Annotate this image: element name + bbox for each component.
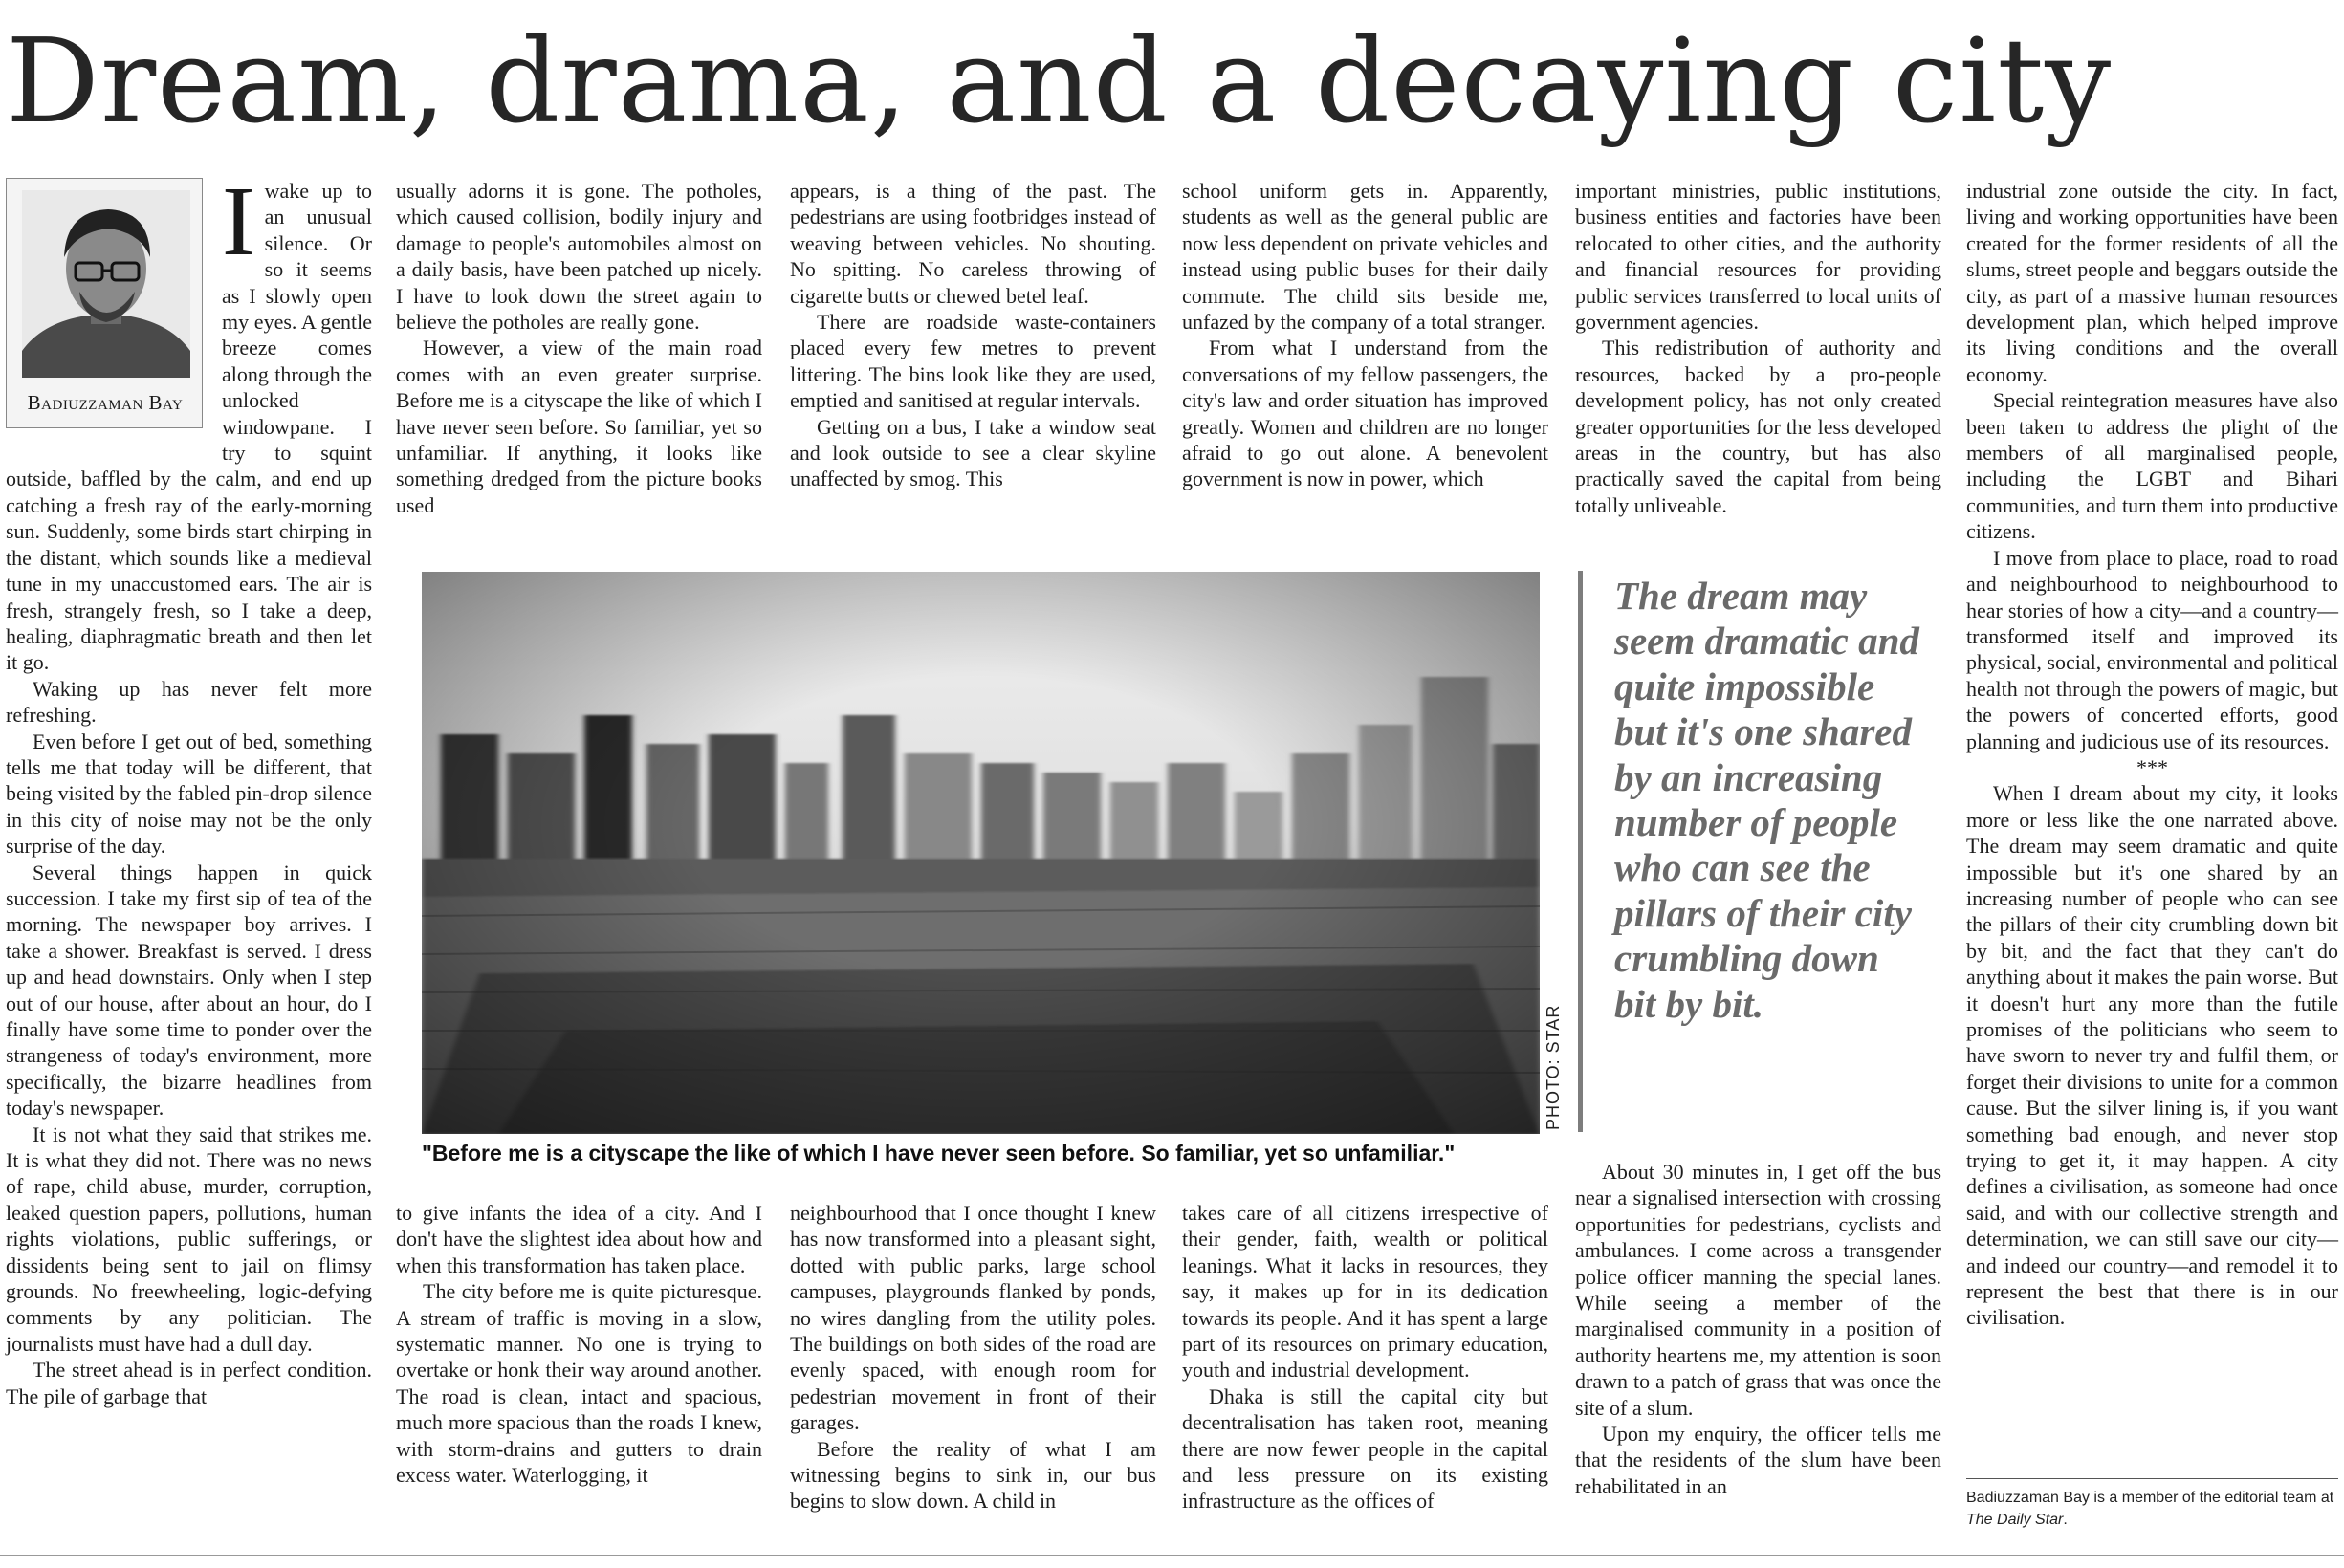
author-box-spacer: [6, 178, 222, 446]
pullquote-bar: [1578, 571, 1583, 1132]
article-paragraph: Several things happen in quick succession. I take my first sip of tea of the morning. The newspaper boy arrives. I take a shower. Breakfast is served. I dress up and head downstairs. Only when I step out of our house, after about an hour, do I finally have some time to ponder over the strangeness of today's environment, more specifically, the bizarre headlines from today's newspaper.: [6, 860, 372, 1121]
article-paragraph: usually adorns it is gone. The potholes, which caused collision, bodily injury and damage to people's automobiles almost on a daily basis, have been patched up nicely. I have to look down the street again to believe the potholes are really gone.: [396, 179, 762, 335]
article-paragraph: Upon my enquiry, the officer tells me that the residents of the slum have been rehabilitated in an: [1575, 1422, 1941, 1498]
article-paragraph: appears, is a thing of the past. The pedestrians are using footbridges instead of weaving between vehicles. No shouting. No spitting. No careless throwing of cigarette butts or chewed betel leaf.: [790, 179, 1156, 308]
article-column-5-top: [1575, 178, 1941, 518]
article-paragraph: From what I understand from the conversations of my fellow passengers, the city's law and order situation has improved greatly. Women and children are no longer afraid to go out alone. A benevolent government is now in power, which: [1182, 336, 1548, 491]
article-column-4-top: [1182, 178, 1548, 492]
article-paragraph: I move from place to place, road to road and neighbourhood to neighbourhood to hear stories of how a city—and a country—transformed itself and improved its physical, social, environmental and political health not through the powers of magic, but the powers of concerted efforts, good planning and judicious use of its resources.: [1966, 545, 2338, 753]
article-paragraph: industrial zone outside the city. In fact, living and working opportunities have been created for the former residents of all the slums, street people and beggars outside the city, as part of a massive human resources development plan, which helped improve its living conditions and the overall economy.: [1966, 179, 2338, 386]
article-paragraph: About 30 minutes in, I get off the bus near a signalised intersection with crossing opportunities for pedestrians, cyclists and ambulances. I come across a transgender police officer manning the special lanes. While seeing a member of the marginalised community in a position of authority heartens me, my attention is soon drawn to a patch of grass that was once the site of a slum.: [1575, 1160, 1941, 1420]
article-column-4-bottom: [1182, 1200, 1548, 1514]
article-column-2-bottom: [396, 1200, 762, 1488]
author-name: Badiuzzaman Bay: [27, 391, 184, 414]
article-paragraph: It is not what they said that strikes me. It is what they did not. There was no news of rape, child abuse, murder, corruption, leaked question papers, pollutions, human rights violations, public sufferings, or dissidents being sent to jail on flimsy grounds. No freewheeling, logic-defying comments by any politician. The journalists must have had a dull day.: [6, 1122, 372, 1356]
article-paragraph: Special reintegration measures have also been taken to address the plight of the members of all marginalised people, including the LGBT and Bihari communities, and turn them into productive citizens.: [1966, 388, 2338, 544]
article-column-2-top: [396, 178, 762, 518]
article-paragraph: The street ahead is in perfect condition. The pile of garbage that: [6, 1358, 372, 1408]
article-paragraph: When I dream about my city, it looks more or less like the one narrated above. The dream may seem dramatic and quite impossible but it's one shared by an increasing number of people who can see the pillars of their city crumbling down bit by bit, and the fact that they can't do anything about it makes the pain worse. But it doesn't hurt any more than the futile promises of the politicians who seem to have sworn to never try and fulfil them, or forget their divisions to unite for a common cause. But the silver lining is, if you want something bad enough, and never stop trying to get it, it may happen. A city defines a civilisation, as someone had once said, and with our collective strength and determination, we can still save our city—and indeed our country—and remodel it to represent the best that there is in our civilisation.: [1966, 781, 2338, 1330]
photo-credit: [1540, 1004, 1568, 1147]
article-column-6: [1966, 178, 2338, 1331]
article-paragraph: Even before I get out of bed, something tells me that today will be different, that being visited by the fabled pin-drop silence in this city of noise may not be the only surprise of the day.: [6, 729, 372, 859]
publication-name: The Daily Star: [1966, 1512, 2064, 1528]
article-paragraph: This redistribution of authority and resources, backed by a pro-people development policy, has not only created greater opportunities for the less developed areas in the country, but has also practically saved the capital from being totally unliveable.: [1575, 336, 1941, 517]
article-column-3-bottom: [790, 1200, 1156, 1514]
article-column-1: [6, 166, 372, 1535]
article-paragraph: However, a view of the main road comes with an even greater surprise. Before me is a cityscape the like of which I have never seen before. So familiar, yet so unfamiliar. If anything, it looks like something dredged from the picture books used: [396, 336, 762, 517]
article-paragraph: important ministries, public institutions, business entities and factories have been relocated to other cities, and the authority and financial resources for providing public services transferred to local units of government agencies.: [1575, 179, 1941, 335]
photo-caption: "Before me is a cityscape the like of which I have never seen before. So familiar, yet so unfamiliar.": [422, 1141, 1456, 1165]
article-paragraph: There are roadside waste-containers placed every few metres to prevent littering. The bins look like they are used, emptied and sanitised at regular intervals.: [790, 310, 1156, 413]
bio-text: Badiuzzaman Bay is a member of the editorial team at: [1966, 1490, 2334, 1506]
paragraph-text: wake up to an unusual silence. Or so it seems as I slowly open my eyes. A gentle breeze comes along through the unlocked windowpane. I try to squint outside, baffled by the calm, and end up catching a fresh ray of the early-morning sun. Suddenly, some birds start chirping in the distant, which sounds like a medieval tune in my unaccustomed ears. The air is fresh, strangely fresh, so I take a deep, healing, diaphragmatic breath and then let it go.: [6, 179, 372, 675]
article-paragraph: The city before me is quite picturesque. A stream of traffic is moving in a slow, systematic manner. No one is trying to overtake or honk their way around another. The road is clean, intact and spacious, much more spacious than the roads I knew, with storm-drains and gutters to drain excess water. Waterlogging, it: [396, 1279, 762, 1488]
article-paragraph: Dhaka is still the capital city but decentralisation has taken root, meaning there are now fewer people in the capital and less pressure on its existing infrastructure as the offices of: [1182, 1383, 1548, 1514]
article-paragraph: neighbourhood that I once thought I knew has now transformed into a pleasant sight, dotted with public parks, large school campuses, playgrounds flanked by ponds, no wires dangling from the utility poles. The buildings on both sides of the road are evenly spaced, with enough room for pedestrian movement in front of their garages.: [790, 1201, 1156, 1435]
article-column-5-bottom: [1575, 1159, 1941, 1499]
photo-credit-text: PHOTO: STAR: [1544, 1004, 1563, 1130]
section-separator: ***: [2136, 754, 2168, 779]
article-paragraph: Waking up has never felt more refreshing.: [6, 676, 372, 728]
bio-suffix: .: [2063, 1512, 2068, 1528]
pullquote: The dream may seem dramatic and quite impossible but it's one shared by an increasing number of people who can see the pillars of their city crumbling down bit by bit.: [1614, 574, 1919, 1026]
article-paragraph: to give infants the idea of a city. And I don't have the slightest idea about how and when this transformation has taken place.: [396, 1201, 762, 1277]
bio-divider: [1966, 1478, 2338, 1479]
page-bottom-rule: [0, 1555, 2344, 1556]
author-bio: [1966, 1487, 2338, 1531]
cityscape-photo: [422, 572, 1540, 1134]
article-paragraph: Before the reality of what I am witnessing begins to sink in, our bus begins to slow down. A child in: [790, 1436, 1156, 1514]
article-paragraph: school uniform gets in. Apparently, students as well as the general public are now less dependent on private vehicles and instead using public buses for their daily commute. The child sits beside me, unfazed by the company of a total stranger.: [1182, 179, 1548, 335]
article-column-3-top: [790, 178, 1156, 492]
article-paragraph: Getting on a bus, I take a window seat and look outside to see a clear skyline unaffected by smog. This: [790, 414, 1156, 491]
headline: Dream, drama, and a decaying city: [6, 13, 2113, 149]
drop-cap: I: [222, 166, 255, 276]
article-paragraph: takes care of all citizens irrespective of their gender, faith, wealth or political leanings. What it lacks in resources, they say, it makes up for in its dedication towards its people. And it has spent a large part of its resources on primary education, youth and industrial development.: [1182, 1201, 1548, 1383]
